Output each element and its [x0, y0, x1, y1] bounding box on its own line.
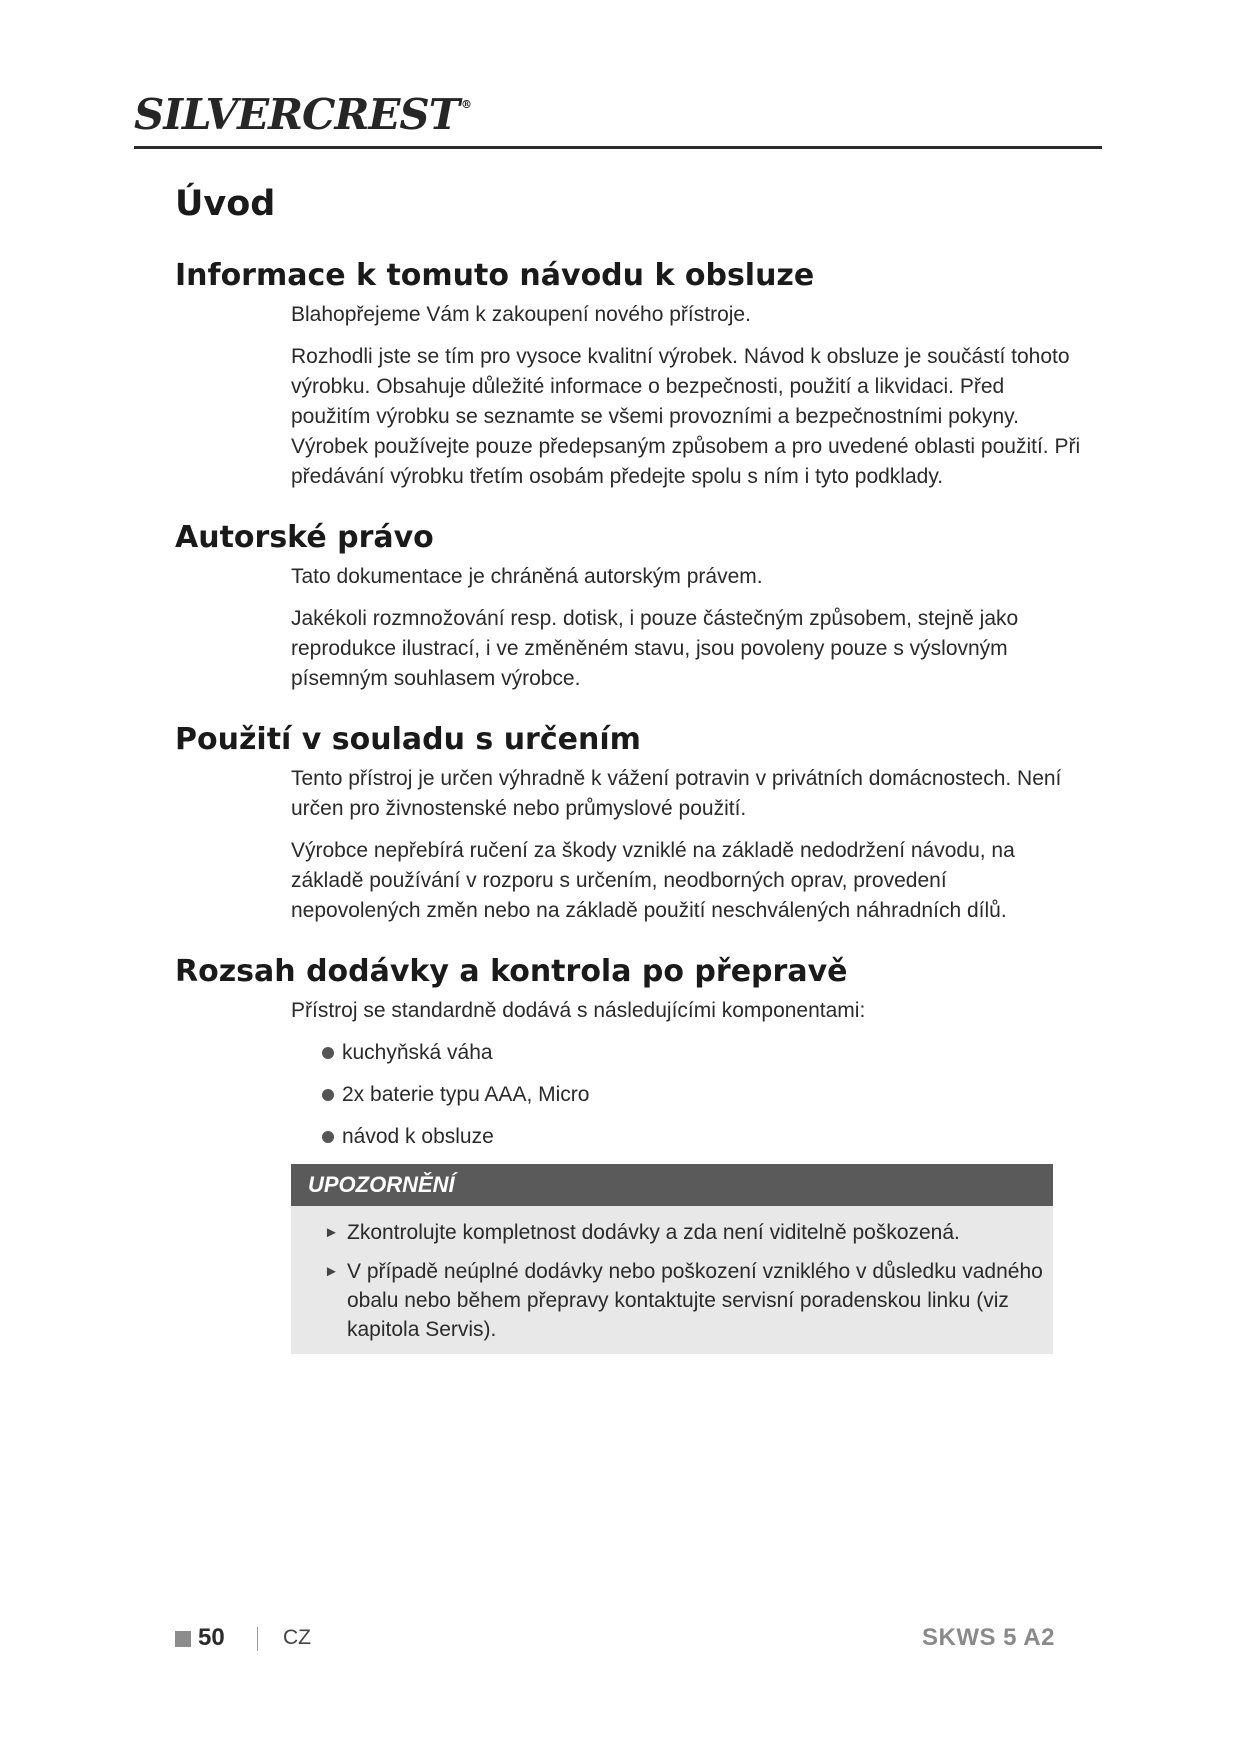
- warning-item: ► Zkontrolujte kompletnost dodávky a zda není viditelně poškozená.: [324, 1218, 1043, 1247]
- page-footer: [175, 1624, 1055, 1654]
- model-number: SKWS 5 A2: [922, 1624, 1055, 1651]
- header-rule: [134, 146, 1102, 149]
- paragraph: Rozhodli jste se tím pro vysoce kvalitní výrobek. Návod k obsluze je součástí tohoto výrobku. Obsahuje důležité informace o bezpečnosti, použití a likvidaci. Před použitím výrobku se seznamte se všemi provozními a bezpečnostními pokyny. Výrobek používejte pouze předepsaným způsobem a pro uvedené oblasti použití. Při předávání výrobku třetím osobám předejte spolu s ním i tyto podklady.: [291, 345, 1081, 488]
- bullet-icon: [322, 1089, 334, 1101]
- main-content: [175, 256, 1081, 1380]
- paragraph: Tato dokumentace je chráněná autorským právem.: [291, 565, 763, 588]
- section-heading-copyright: Autorské právo: [175, 520, 434, 555]
- list-item: 2x baterie typu AAA, Micro: [322, 1080, 1081, 1110]
- page-title: Úvod: [175, 184, 276, 224]
- section-delivery: [175, 952, 1075, 1354]
- paragraph: Tento přístroj je určen výhradně k vážení potravin v privátních domácnostech. Není určen pro živnostenské nebo průmyslové použití.: [291, 767, 1062, 820]
- brand-logo-text: SILVERCREST: [134, 90, 459, 139]
- registered-mark: ®: [460, 98, 471, 111]
- paragraph: Jakékoli rozmnožování resp. dotisk, i pouze částečným způsobem, stejně jako reprodukce ilustrací, i ve změněném stavu, jsou povoleny pouze s výslovným písemným souhlasem výrobce.: [291, 607, 1019, 690]
- warning-label: UPOZORNĚNÍ: [291, 1164, 1053, 1206]
- page-number: 50: [198, 1624, 225, 1651]
- arrow-right-icon: ►: [324, 1263, 339, 1280]
- list-item: návod k obsluze: [322, 1122, 1081, 1152]
- paragraph: Výrobce nepřebírá ručení za škody vzniklé na základě nedodržení návodu, na základě používání v rozporu s určením, neodborných oprav, provedení nepovolených změn nebo na základě použití neschválených náhradních dílů.: [291, 839, 1015, 922]
- section-copyright: [175, 518, 1075, 694]
- warning-box: [291, 1164, 1053, 1354]
- section-heading-usage: Použití v souladu s určením: [175, 722, 641, 757]
- language-code: CZ: [283, 1626, 311, 1649]
- arrow-right-icon: ►: [324, 1224, 339, 1241]
- section-heading-info: Informace k tomuto návodu k obsluze: [175, 258, 815, 293]
- bullet-icon: [322, 1131, 334, 1143]
- list-item: kuchyňská váha: [322, 1038, 1081, 1068]
- footer-divider: [257, 1627, 258, 1651]
- paragraph: Blahopřejeme Vám k zakoupení nového přístroje.: [291, 303, 751, 326]
- delivery-list: [291, 1038, 1081, 1152]
- warning-item: ► V případě neúplné dodávky nebo poškození vzniklého v důsledku vadného obalu nebo během přepravy kontaktujte servisní poradenskou linku (viz kapitola Servis).: [324, 1257, 1043, 1344]
- paragraph: Přístroj se standardně dodává s následujícími komponentami:: [291, 999, 866, 1022]
- bullet-icon: [322, 1047, 334, 1059]
- brand-logo: [134, 90, 471, 139]
- section-usage: [175, 720, 1075, 926]
- section-heading-delivery: Rozsah dodávky a kontrola po přepravě: [175, 954, 848, 989]
- section-info: [175, 256, 1081, 492]
- square-icon: [175, 1631, 191, 1647]
